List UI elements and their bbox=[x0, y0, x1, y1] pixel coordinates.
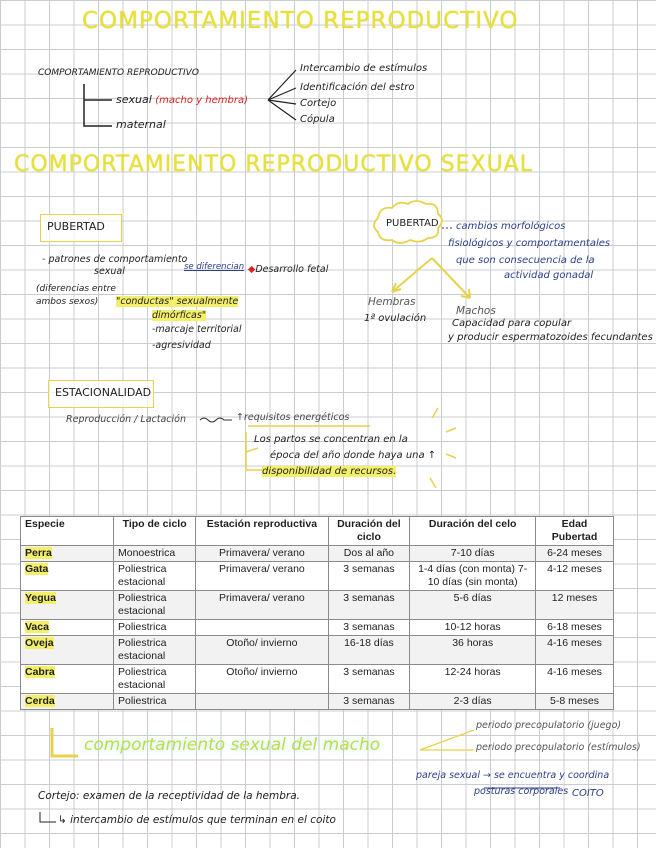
th-ciclo: Duración del ciclo bbox=[328, 517, 410, 546]
se-diferencian: se diferencian bbox=[184, 262, 245, 272]
tree-root: COMPORTAMIENTO REPRODUCTIVO bbox=[38, 68, 199, 78]
cell-especie bbox=[21, 694, 114, 710]
estacionalidad-box-label: ESTACIONALIDAD bbox=[55, 386, 152, 399]
section-title: COMPORTAMIENTO REPRODUCTIVO SEXUAL bbox=[14, 152, 533, 177]
th-estacion: Estación reproductiva bbox=[196, 517, 328, 546]
agresividad: -agresividad bbox=[152, 340, 211, 351]
cell-estacion: Primavera/ verano bbox=[196, 562, 328, 591]
cell-celo: 2-3 días bbox=[410, 694, 536, 710]
cambios-1: cambios morfológicos bbox=[456, 221, 566, 232]
cell-edad: 5-8 meses bbox=[536, 694, 614, 710]
th-celo: Duración del celo bbox=[410, 517, 536, 546]
especie-label: Yegua bbox=[25, 592, 56, 604]
conductas bbox=[116, 296, 238, 307]
cortejo-1: Cortejo: examen de la receptividad de la hembra. bbox=[38, 790, 300, 802]
cell-celo: 10-12 horas bbox=[410, 620, 536, 636]
capacidad-1: Capacidad para copular bbox=[452, 318, 572, 329]
machos: Machos bbox=[456, 305, 496, 317]
dimorficas bbox=[152, 310, 206, 321]
coito-label: COITO bbox=[572, 788, 604, 799]
conductas-text: "conductas" sexualmente bbox=[116, 296, 239, 307]
especie-label: Vaca bbox=[25, 621, 49, 633]
cell-tipo: Poliestrica estacional bbox=[113, 636, 195, 665]
cell-celo: 1-4 días (con monta) 7-10 días (sin monta) bbox=[410, 562, 536, 591]
cell-estacion bbox=[196, 694, 328, 710]
branch-item: Identificación del estro bbox=[300, 82, 415, 93]
especie-label: Gata bbox=[25, 563, 49, 575]
cell-especie bbox=[21, 620, 114, 636]
cell-tipo: Poliestrica estacional bbox=[113, 591, 195, 620]
cell-ciclo: 3 semanas bbox=[328, 665, 410, 694]
page-title: COMPORTAMIENTO REPRODUCTIVO bbox=[82, 8, 519, 34]
cell-ciclo: 3 semanas bbox=[328, 591, 410, 620]
cell-ciclo: 3 semanas bbox=[328, 562, 410, 591]
capacidad-2: y producir espermatozoides fecundantes bbox=[448, 332, 653, 343]
cell-edad: 4-16 meses bbox=[536, 636, 614, 665]
cell-estacion: Primavera/ verano bbox=[196, 591, 328, 620]
patrones-sexual: sexual bbox=[94, 266, 125, 277]
especie-label: Cerda bbox=[25, 695, 55, 707]
especie-label: Perra bbox=[25, 547, 52, 559]
tree-sexual bbox=[116, 93, 248, 106]
cell-tipo: Poliestrica estacional bbox=[113, 665, 195, 694]
cortejo-2: ↳ intercambio de estímulos que terminan en el coito bbox=[58, 814, 336, 826]
branch-item: Cópula bbox=[300, 114, 335, 125]
cell-estacion: Otoño/ invierno bbox=[196, 665, 328, 694]
pareja-sexual: pareja sexual → se encuentra y coordina bbox=[416, 770, 610, 781]
cell-ciclo: 16-18 días bbox=[328, 636, 410, 665]
marcaje: -marcaje territorial bbox=[152, 324, 242, 335]
pareja-posturas: posturas corporales bbox=[474, 786, 569, 797]
tree-sexual-label: sexual bbox=[116, 93, 152, 106]
especie-label: Cabra bbox=[25, 666, 55, 678]
cell-tipo: Poliestrica estacional bbox=[113, 562, 195, 591]
desarrollo-text: Desarrollo fetal bbox=[255, 264, 329, 275]
table-row bbox=[21, 665, 614, 694]
patrones-line: - patrones de comportamiento bbox=[42, 254, 188, 265]
partos-1: Los partos se concentran en la bbox=[254, 434, 408, 445]
cell-especie bbox=[21, 591, 114, 620]
repro-lactacion: Reproducción / Lactación bbox=[66, 414, 186, 425]
cell-tipo: Monoestrica bbox=[113, 546, 195, 562]
table-row bbox=[21, 591, 614, 620]
th-tipo: Tipo de ciclo bbox=[113, 517, 195, 546]
cell-edad: 4-16 meses bbox=[536, 665, 614, 694]
cell-edad: 4-12 meses bbox=[536, 562, 614, 591]
cell-celo: 36 horas bbox=[410, 636, 536, 665]
diferencias-a: (diferencias entre bbox=[36, 284, 116, 294]
reproduction-table bbox=[20, 516, 614, 710]
especie-label: Oveja bbox=[25, 637, 54, 649]
cell-especie bbox=[21, 636, 114, 665]
cambios-4: actividad gonadal bbox=[504, 270, 594, 281]
cambios-3: que son consecuencia de la bbox=[456, 255, 595, 266]
tree-sexual-note: (macho y hembra) bbox=[155, 95, 249, 106]
periodo-2: periodo precopulatorio (estímulos) bbox=[476, 742, 641, 753]
th-edad: Edad Pubertad bbox=[536, 517, 614, 546]
table-row bbox=[21, 694, 614, 710]
table-row bbox=[21, 620, 614, 636]
partos-3-text: disponibilidad de recursos. bbox=[262, 466, 397, 477]
pubertad-cloud-label: PUBERTAD bbox=[386, 218, 439, 229]
hembras: Hembras bbox=[368, 296, 416, 308]
cell-estacion: Otoño/ invierno bbox=[196, 636, 328, 665]
partos-3 bbox=[262, 466, 396, 477]
periodo-1: periodo precopulatorio (juego) bbox=[476, 720, 622, 731]
tree-maternal: maternal bbox=[116, 118, 166, 131]
cell-ciclo: 3 semanas bbox=[328, 694, 410, 710]
requisitos: ↑requisitos energéticos bbox=[236, 412, 350, 423]
desarrollo-fetal: ◆Desarrollo fetal bbox=[248, 264, 329, 275]
cell-estacion: Primavera/ verano bbox=[196, 546, 328, 562]
cell-especie bbox=[21, 546, 114, 562]
estacionalidad-box bbox=[48, 380, 154, 408]
cell-tipo: Poliestrica bbox=[113, 694, 195, 710]
cell-celo: 7-10 días bbox=[410, 546, 536, 562]
cell-edad: 6-24 meses bbox=[536, 546, 614, 562]
patrones-text: patrones de comportamiento bbox=[48, 254, 188, 265]
cell-ciclo: 3 semanas bbox=[328, 620, 410, 636]
branch-item: Cortejo bbox=[300, 98, 337, 109]
dimorficas-text: dimórficas" bbox=[152, 310, 207, 321]
cell-celo: 5-6 días bbox=[410, 591, 536, 620]
branch-item: Intercambio de estímulos bbox=[300, 63, 428, 74]
cell-ciclo: Dos al año bbox=[328, 546, 410, 562]
table-row bbox=[21, 636, 614, 665]
cell-especie bbox=[21, 562, 114, 591]
diferencias-b: ambos sexos) bbox=[36, 297, 99, 307]
table-header-row bbox=[21, 517, 614, 546]
macho-title: comportamiento sexual del macho bbox=[84, 735, 381, 755]
th-especie: Especie bbox=[21, 517, 114, 546]
partos-2: época del año donde haya una ↑ bbox=[270, 450, 437, 461]
table-row bbox=[21, 546, 614, 562]
pubertad-box bbox=[40, 214, 122, 242]
table-row bbox=[21, 562, 614, 591]
cell-estacion bbox=[196, 620, 328, 636]
cell-tipo: Poliestrica bbox=[113, 620, 195, 636]
cell-edad: 6-18 meses bbox=[536, 620, 614, 636]
pubertad-box-label: PUBERTAD bbox=[47, 220, 105, 233]
cell-celo: 12-24 horas bbox=[410, 665, 536, 694]
requisitos-text: requisitos energéticos bbox=[243, 412, 350, 423]
cell-edad: 12 meses bbox=[536, 591, 614, 620]
cell-especie bbox=[21, 665, 114, 694]
cambios-2: fisiológicos y comportamentales bbox=[448, 238, 611, 249]
ovulacion: 1ª ovulación bbox=[364, 313, 427, 324]
